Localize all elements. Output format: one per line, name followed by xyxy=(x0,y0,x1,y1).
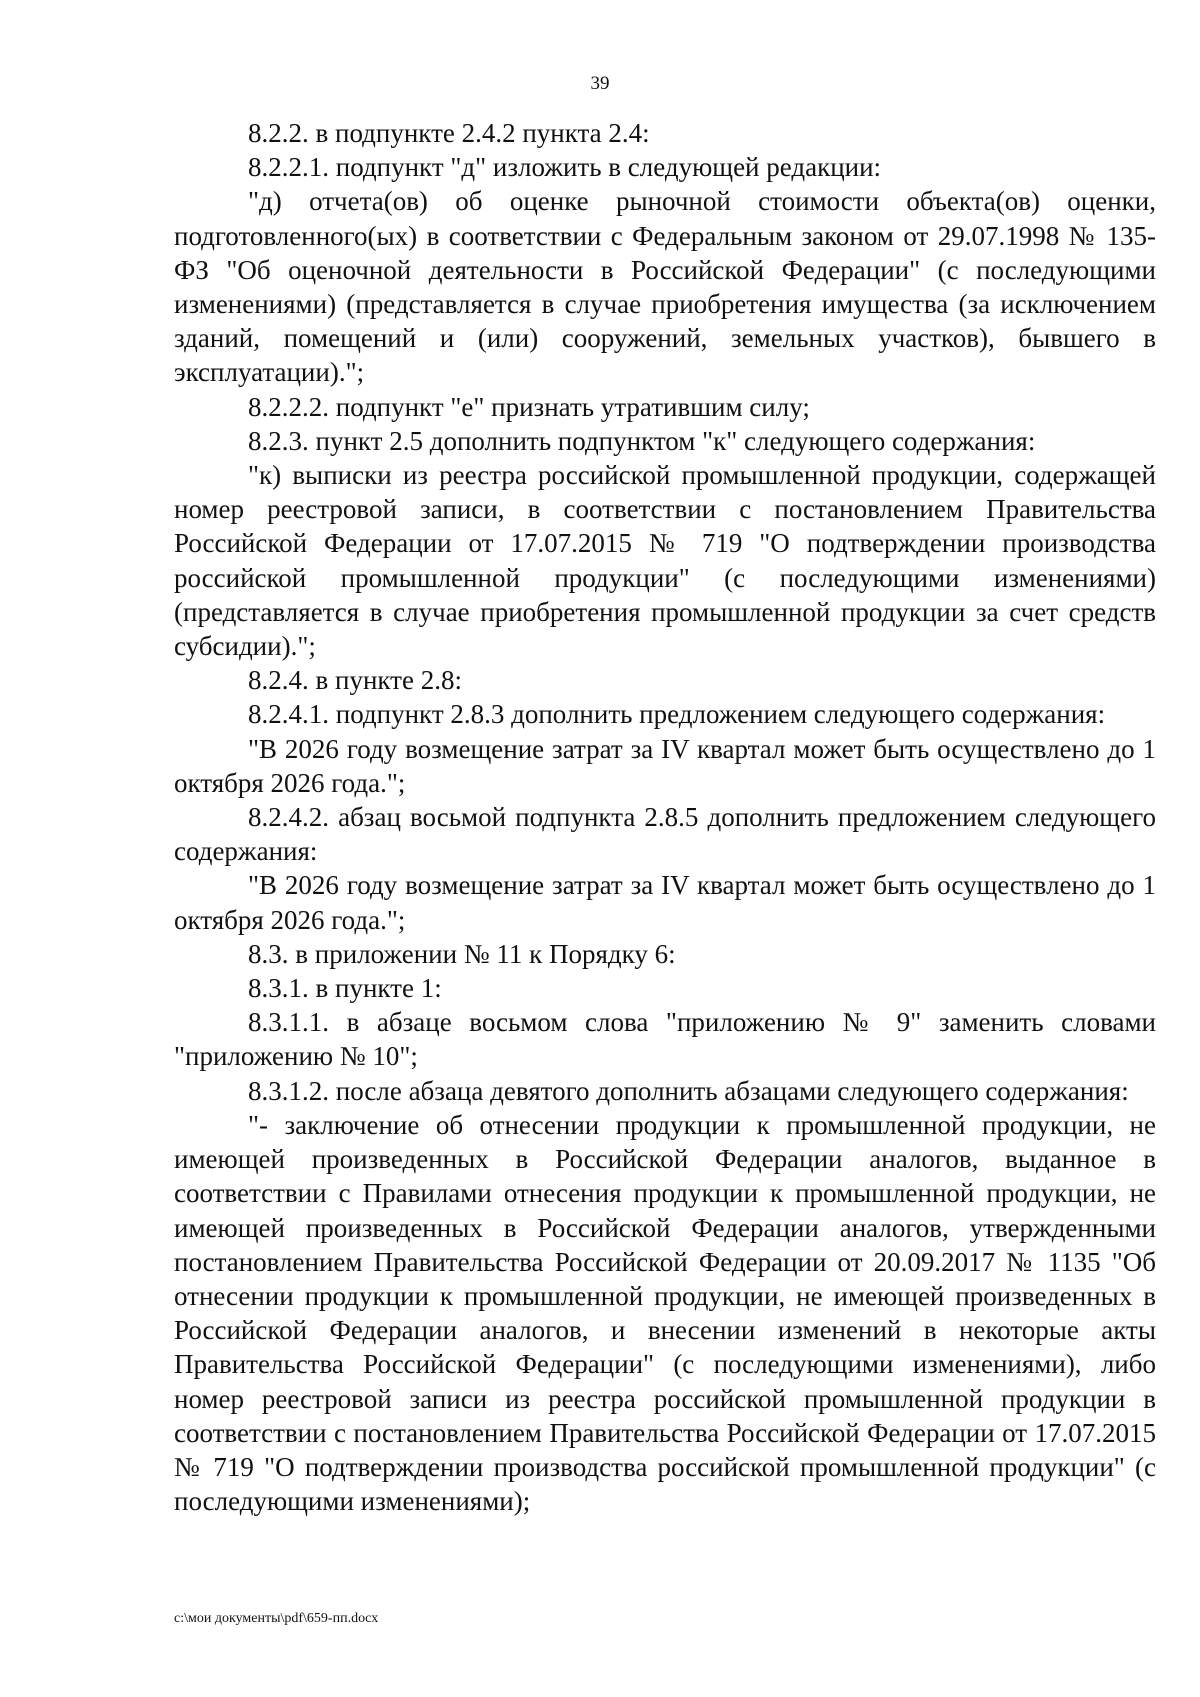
paragraph-quote-2026-first: "В 2026 году возмещение затрат за IV квартал может быть осуществлено до 1 октября 2026 года."; xyxy=(174,733,1156,798)
paragraph-quote-d: "д) отчета(ов) об оценке рыночной стоимости объекта(ов) оценки, подготовленного(ых) в соответствии с Федеральным законом от 29.07.1998 № 135-ФЗ "Об оценочной деятельности в Российской Федерации" (с последующими изменениями) (представляется в случае приобретения имущества (за исключением зданий, помещений и (или) сооружений, земельных участков), бывшего в эксплуатации)."; xyxy=(174,186,1156,388)
paragraph-8-2-4-1: 8.2.4.1. подпункт 2.8.3 дополнить предложением следующего содержания: xyxy=(248,699,1106,730)
paragraph-8-2-3: 8.2.3. пункт 2.5 дополнить подпунктом "к" следующего содержания: xyxy=(248,425,1036,456)
paragraph-8-2-4-2: 8.2.4.2. абзац восьмой подпункта 2.8.5 дополнить предложением следующего содержания: xyxy=(174,802,1156,867)
paragraph-8-3: 8.3. в приложении № 11 к Порядку 6: xyxy=(248,938,676,969)
paragraph-quote-2026-second: "В 2026 году возмещение затрат за IV квартал может быть осуществлено до 1 октября 2026 года."; xyxy=(174,870,1156,935)
paragraph-quote-conclusion: "- заключение об отнесении продукции к промышленной продукции, не имеющей произведенных в Российской Федерации аналогов, выданное в соответствии с Правилами отнесения продукции к промышленной продукции, не имеющей произведенных в Российской Федерации аналогов, утвержденными постановлением Правительства Российской Федерации от 20.09.2017 № 1135 "Об отнесении продукции к промышленной продукции, не имеющей произведенных в Российской Федерации аналогов, и внесении изменений в некоторые акты Правительства Российской Федерации" (с последующими изменениями), либо номер реестровой записи из реестра российской промышленной продукции в соответствии с постановлением Правительства Российской Федерации от 17.07.2015 № 719 "О подтверждении производства российской промышленной продукции" (с последующими изменениями); xyxy=(174,1109,1156,1517)
page-number: 39 xyxy=(590,73,610,94)
paragraph-8-2-2-1: 8.2.2.1. подпункт "д" изложить в следующей редакции: xyxy=(248,152,882,183)
paragraph-8-3-1-2: 8.3.1.2. после абзаца девятого дополнить абзацами следующего содержания: xyxy=(248,1075,1129,1106)
document-body xyxy=(174,116,1156,1518)
paragraph-8-2-2: 8.2.2. в подпункте 2.4.2 пункта 2.4: xyxy=(248,118,650,148)
footer-file-path: c:\мои документы\pdf\659-пп.docx xyxy=(174,1611,379,1626)
paragraph-8-2-4: 8.2.4. в пункте 2.8: xyxy=(248,665,462,696)
paragraph-8-2-2-2: 8.2.2.2. подпункт "е" признать утратившим силу; xyxy=(248,391,810,422)
paragraph-8-3-1-1: 8.3.1.1. в абзаце восьмом слова "приложению № 9" заменить словами "приложению № 10"; xyxy=(174,1007,1156,1072)
paragraph-quote-k: "к) выписки из реестра российской промышленной продукции, содержащей номер реестровой записи, в соответствии с постановлением Правительства Российской Федерации от 17.07.2015 № 719 "О подтверждении производства российской промышленной продукции" (с последующими изменениями) (представляется в случае приобретения промышленной продукции за счет средств субсидии)."; xyxy=(174,460,1156,662)
paragraph-8-3-1: 8.3.1. в пункте 1: xyxy=(248,973,442,1004)
